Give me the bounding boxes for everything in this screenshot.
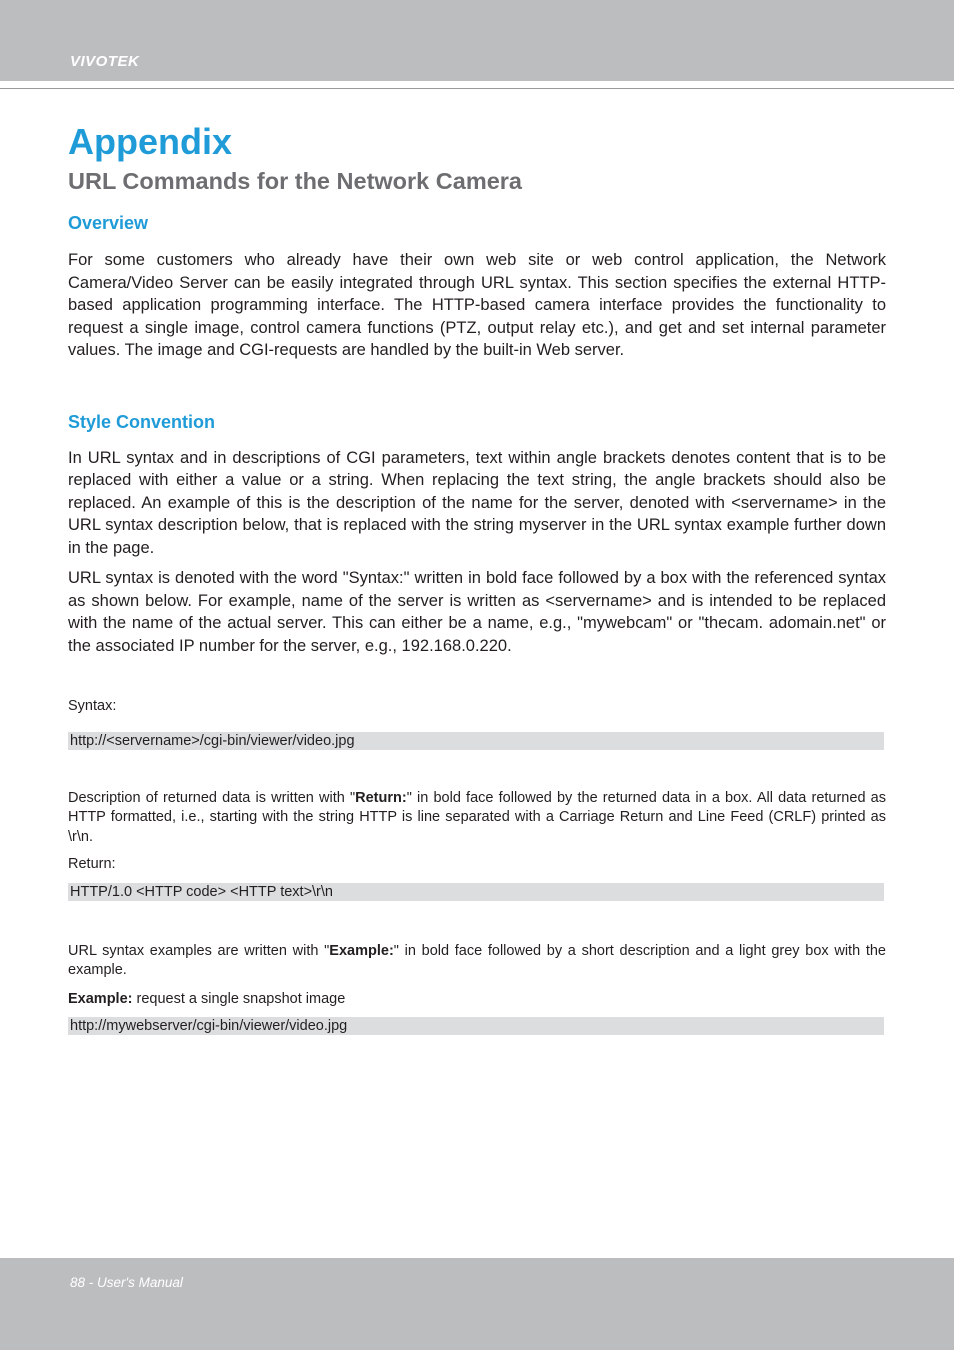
footer-band	[0, 1258, 954, 1350]
footer-page-label: 88 - User's Manual	[70, 1275, 183, 1290]
syntax-label: Syntax:	[68, 698, 117, 714]
example-description	[68, 942, 886, 981]
page-title: Appendix	[68, 121, 233, 162]
style-convention-paragraph-2: URL syntax is denoted with the word "Syntax:" written in bold face followed by a box with the referenced syntax as shown below. For example, name of the server is written as <servername> and is intended to be replaced with the name of the actual server. This can either be a name, e.g., "mywebcam" or "thecam. adomain.net" or the associated IP number for the server, e.g., 192.168.0.220.	[68, 569, 886, 655]
example-desc-before: URL syntax examples are written with "	[68, 942, 330, 959]
example-code-box: http://mywebserver/cgi-bin/viewer/video.jpg	[68, 1017, 884, 1035]
return-description	[68, 789, 886, 848]
style-convention-paragraph-1: In URL syntax and in descriptions of CGI parameters, text within angle brackets denotes content that is to be replaced with either a value or a string. When replacing the text string, the angle brackets should also be replaced. An example of this is the description of the name for the server, denoted with <servername> in the URL syntax description below, that is replaced with the string myserver in the URL syntax example further down in the page.	[68, 448, 886, 557]
example-desc-bold: Example:	[329, 942, 394, 959]
overview-heading: Overview	[68, 213, 149, 233]
example-label-rest: request a single snapshot image	[132, 990, 346, 1007]
example-label-bold: Example:	[68, 990, 133, 1007]
return-label: Return:	[68, 856, 116, 872]
example-label	[68, 990, 886, 1010]
brand-name: VIVOTEK	[70, 53, 140, 70]
example-desc-after: " in bold face followed by a short description and a light grey box with the example.	[68, 942, 886, 978]
syntax-code-box: http://<servername>/cgi-bin/viewer/video.jpg	[68, 732, 884, 750]
overview-paragraph: For some customers who already have their own web site or web control application, the Network Camera/Video Server can be easily integrated through URL syntax. This section specifies the external HTTP-based application programming interface. The HTTP-based camera interface provides the functionality to request a single image, control camera functions (PTZ, output relay etc.), and get and set internal parameter values. The image and CGI-requests are handled by the built-in Web server.	[68, 251, 886, 359]
header-band	[0, 0, 954, 81]
page-subtitle: URL Commands for the Network Camera	[68, 168, 522, 194]
return-desc-before: Description of returned data is written with "	[68, 789, 356, 806]
header-divider	[0, 88, 954, 89]
return-desc-bold: Return:	[355, 789, 407, 806]
style-convention-heading: Style Convention	[68, 411, 216, 432]
page-content	[68, 118, 886, 1035]
return-code-box: HTTP/1.0 <HTTP code> <HTTP text>\r\n	[68, 883, 884, 901]
return-desc-after: " in bold face followed by the returned data in a box. All data returned as HTTP formatted, i.e., starting with the string HTTP is line separated with a Carriage Return and Line Feed (CRLF) printed as \r\n.	[68, 789, 886, 845]
